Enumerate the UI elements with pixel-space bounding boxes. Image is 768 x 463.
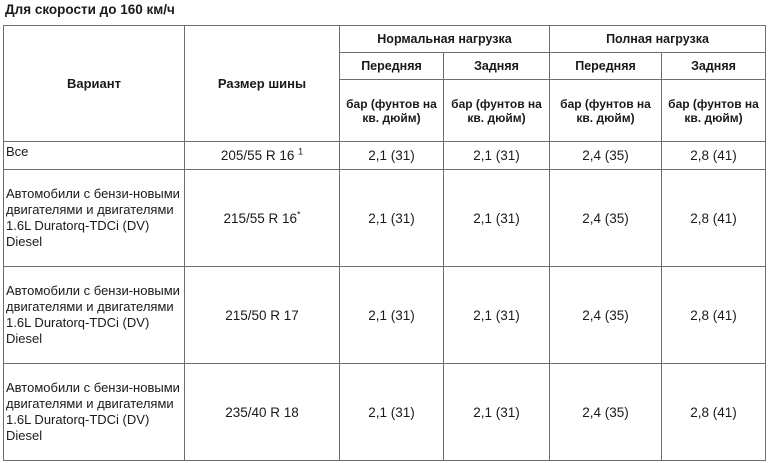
tire-size-cell (185, 170, 340, 267)
variant-cell: Автомобили с бензи-новыми двигателями и двигателями 1.6L Duratorq-TDCi (DV) Diesel (4, 170, 185, 267)
pressure-normal-front: 2,1 (31) (340, 142, 444, 170)
unit-full-rear: бар (фунтов на кв. дюйм) (662, 80, 766, 142)
unit-normal-rear: бар (фунтов на кв. дюйм) (444, 80, 550, 142)
table-row (4, 170, 766, 267)
header-normal-rear: Задняя (444, 53, 550, 80)
header-variant: Вариант (4, 26, 185, 142)
header-normal-front: Передняя (340, 53, 444, 80)
pressure-full-rear: 2,8 (41) (662, 142, 766, 170)
pressure-full-rear: 2,8 (41) (662, 170, 766, 267)
tire-size-cell (185, 267, 340, 364)
header-full-rear: Задняя (662, 53, 766, 80)
pressure-full-front: 2,4 (35) (550, 267, 662, 364)
tire-size-text: 205/55 R 16 (220, 148, 295, 164)
tire-size-text: 215/55 R 16 (223, 210, 298, 226)
variant-cell: Все (4, 142, 185, 170)
pressure-normal-front: 2,1 (31) (340, 364, 444, 461)
unit-full-front: бар (фунтов на кв. дюйм) (550, 80, 662, 142)
header-normal-load: Нормальная нагрузка (340, 26, 550, 53)
tire-pressure-table (3, 25, 766, 461)
header-row-groups (4, 26, 766, 53)
pressure-full-front: 2,4 (35) (550, 170, 662, 267)
tire-size-cell (185, 142, 340, 170)
unit-normal-front: бар (фунтов на кв. дюйм) (340, 80, 444, 142)
pressure-normal-front: 2,1 (31) (340, 170, 444, 267)
table-row (4, 364, 766, 461)
table-row (4, 142, 766, 170)
pressure-normal-rear: 2,1 (31) (444, 267, 550, 364)
table-row (4, 267, 766, 364)
variant-cell: Автомобили с бензи-новыми двигателями и двигателями 1.6L Duratorq-TDCi (DV) Diesel (4, 364, 185, 461)
variant-cell: Автомобили с бензи-новыми двигателями и двигателями 1.6L Duratorq-TDCi (DV) Diesel (4, 267, 185, 364)
page-title: Для скорости до 160 км/ч (5, 2, 175, 17)
tire-size-text: 215/50 R 17 (225, 307, 299, 323)
pressure-full-rear: 2,8 (41) (662, 267, 766, 364)
tire-footnote-mark: * (297, 209, 301, 220)
pressure-normal-rear: 2,1 (31) (444, 170, 550, 267)
pressure-full-front: 2,4 (35) (550, 142, 662, 170)
header-full-load: Полная нагрузка (550, 26, 766, 53)
tire-size-text: 235/40 R 18 (225, 404, 299, 420)
tire-footnote-mark: 1 (298, 146, 304, 157)
pressure-normal-front: 2,1 (31) (340, 267, 444, 364)
pressure-normal-rear: 2,1 (31) (444, 364, 550, 461)
pressure-normal-rear: 2,1 (31) (444, 142, 550, 170)
header-full-front: Передняя (550, 53, 662, 80)
header-tire-size: Размер шины (185, 26, 340, 142)
pressure-full-front: 2,4 (35) (550, 364, 662, 461)
tire-size-cell (185, 364, 340, 461)
pressure-full-rear: 2,8 (41) (662, 364, 766, 461)
